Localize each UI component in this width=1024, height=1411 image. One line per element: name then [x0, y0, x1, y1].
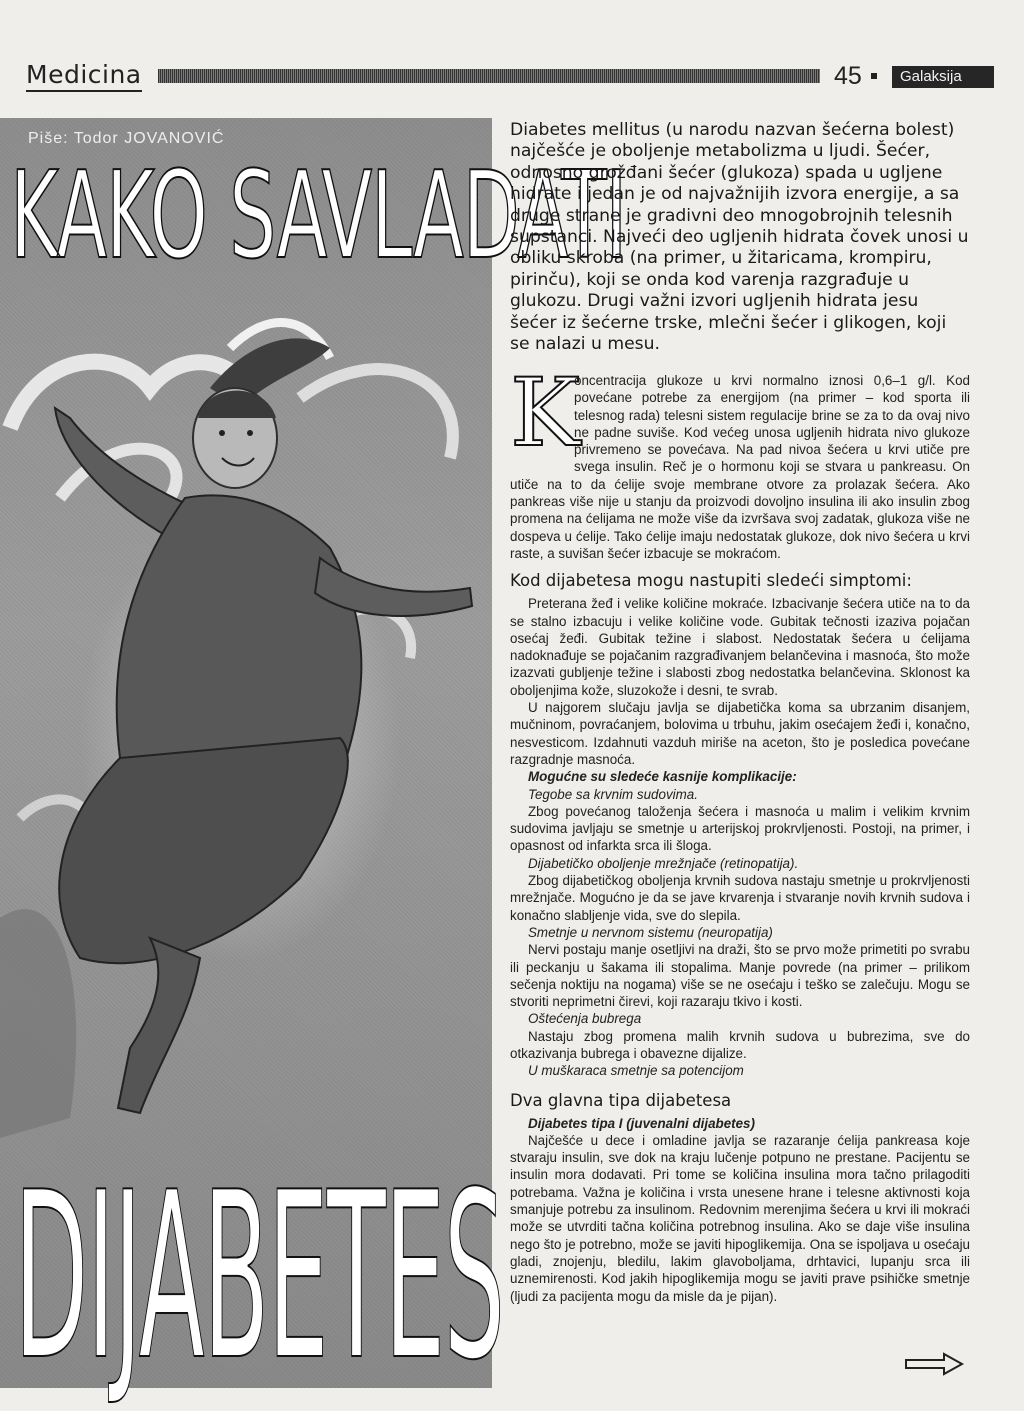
body-paragraph: U najgorem slučaju javlja se dijabetička koma sa ubrzanim disanjem, mučninom, povraćanjem, bolovima u trbuhu, jakim osećajem žeđi i, konačno, nesvesticom. Izdahnuti vazduh miriše na aceton, što je posledica povećane razgradnje masnoća.	[510, 700, 970, 767]
article-headline: DIJABETES	[14, 1144, 504, 1411]
header-bullet	[871, 73, 877, 79]
header-rule	[158, 69, 820, 83]
page-number: 45	[834, 62, 862, 90]
drop-cap: K	[510, 359, 581, 468]
page-header	[26, 60, 974, 94]
body-paragraph: Nervi postaju manje osetljivi na draži, što se prvo može primetiti po svrabu ili peckanju u šakama ili stopalima. Manje povrede (na primer – prilikom sečenja noktiju na nogama) više se ne osećaju i teško se zalečuju. Mogu se stvoriti neprimetni čirevi, koji razaraju tkivo i kosti.	[510, 942, 970, 1010]
complication-title: Oštećenja bubrega	[528, 1011, 642, 1027]
section-heading-types: Dva glavna tipa dijabetesa	[510, 1090, 732, 1110]
complication-title: U muškaraca smetnje sa potencijom	[528, 1063, 744, 1079]
body-paragraph: Preterana žeđ i velike količine mokraće. Izbacivanje šećera utiče na to da se stalno izbacuju i velike količine vode. Gubitak tečnosti izaziva pojačan osećaj žeđi. Gubitak težine i slabost. Nedostatak šećera u ćelijama nadoknađuje se pojačanim razgrađivanjem belančevina i masnoća, što može izazvati gubljenje težine i slabosti zbog nedostatka belančevina. Sklonost ka oboljenjima kože, sluzokože i desni, te svrab.	[510, 596, 970, 698]
magazine-name: Galaksija	[892, 66, 994, 88]
complication-title: Smetnje u nervnom sistemu (neuropatija)	[528, 924, 773, 940]
intro-paragraph: Diabetes mellitus (u narodu nazvan šećerna bolest) najčešće je oboljenje metabolizma u ljudi. Šećer, odnosno grožđani šećer (glukoza) spada u ugljene hidrate i jedan je od najvažnijih izvora energije, a sa druge strane je gradivni deo mnogobrojnih telesnih supstanci. Najveći deo ugljenih hidrata čovek unosi u obliku skroba (na primer, u žitaricama, krompiru, pirinču), koji se onda kod varenja razgrađuje u glukozu. Drugi važni izvori ugljenih hidrata jesu šećer iz šećerne trske, mlečni šećer i glikogen, koji se nalazi u mesu.	[510, 120, 969, 355]
section-name: Medicina	[26, 60, 142, 92]
complication-title: Tegobe sa krvnim sudovima.	[528, 786, 698, 802]
author-byline: Piše: Todor JOVANOVIĆ	[28, 130, 225, 147]
continue-arrow-icon	[904, 1352, 964, 1376]
body-paragraph: Zbog povećanog taloženja šećera i masnoća u malim i velikim krvnim sudovima javljaju se smetnje u arterijskoj prokrvljenosti. Postoji, na primer, i opasnost od infarkta srca ili šloga.	[510, 803, 970, 854]
body-paragraph: oncentracija glukoze u krvi normalno iznosi 0,6–1 g/l. Kod povećane potrebe za energijom (na primer – kod sporta ili telesnog rada) telesni sistem regulacije brine se za to da ovaj nivo ne padne suviše. Kod većeg unosa ugljenih hidrata nivo glukoze privremeno se povećava. Na pad nivoa šećera u krvi utiče pre svega insulin. Reč je o hormonu koji se stvara u pankreasu. On utiče na to da ćelije svoje membrane otvore za prolazak šećera. Ako pankreas više nije u stanju da proizvodi dovoljno insulina ili ako insulin zbog promena na ćelijama ne može više da izvršava svoj zadatak, glukoza više ne dospeva u ćelije. Tako ćelije imaju nedostatak glukoze, dok nivo šećera u krvi raste, a suvišan šećer izbacuje se mokraćom.	[510, 373, 970, 561]
article-kicker: KAKO SAVLADATI	[10, 147, 627, 286]
section-heading-symptoms: Kod dijabetesa mogu nastupiti sledeći simptomi:	[510, 571, 912, 591]
body-paragraph: Najčešće u dece i omladine javlja se razaranje ćelija pankreasa koje stvaraju insulin, sve dok na kraju lučenje potpuno ne prestane. Pacijentu se insulin mora dodavati. Pri tome se količina insulina mora tačno prilagoditi potrebama. Važna je količina i vrsta unesene hrane i telesne aktivnosti koja smanjuje potrebu za insulinom. Redovnim merenjima šećera u krvi ili mokraći može se utvrditi tačna količina potrebnog insulina. Ako se daje više insulina nego što je potrebno, može se javiti hipoglikemija. Ona se ispoljava u osećaju gladi, znojenju, bledilu, lakim glavoboljama, drhtavici, lupanju srca ili uznemirenosti. Kod jakih hipoglikemija mogu se javiti prave psihičke smetnje (ljudi za pacijenta mogu da misle da je pijan).	[510, 1132, 970, 1304]
complication-title: Dijabetičko oboljenje mrežnjače (retinopatija).	[528, 855, 799, 871]
article-body	[510, 359, 970, 1305]
subheading-type-one: Dijabetes tipa I (juvenalni dijabetes)	[528, 1115, 755, 1131]
subheading-complications: Mogućne su sledeće kasnije komplikacije:	[528, 769, 797, 785]
article-intro	[510, 120, 970, 355]
body-paragraph: Nastaju zbog promena malih krvnih sudova u bubrezima, sve do otkazivanja bubrega i obavezne dijalize.	[510, 1028, 970, 1061]
body-paragraph: Zbog dijabetičkog oboljenja krvnih sudova nastaju smetnje u prokrvljenosti mrežnjače. Mogućno je da se jave krvarenja i stvaranje novih krvnih sudova i konačno slabljenje vida, sve do slepila.	[510, 873, 970, 923]
